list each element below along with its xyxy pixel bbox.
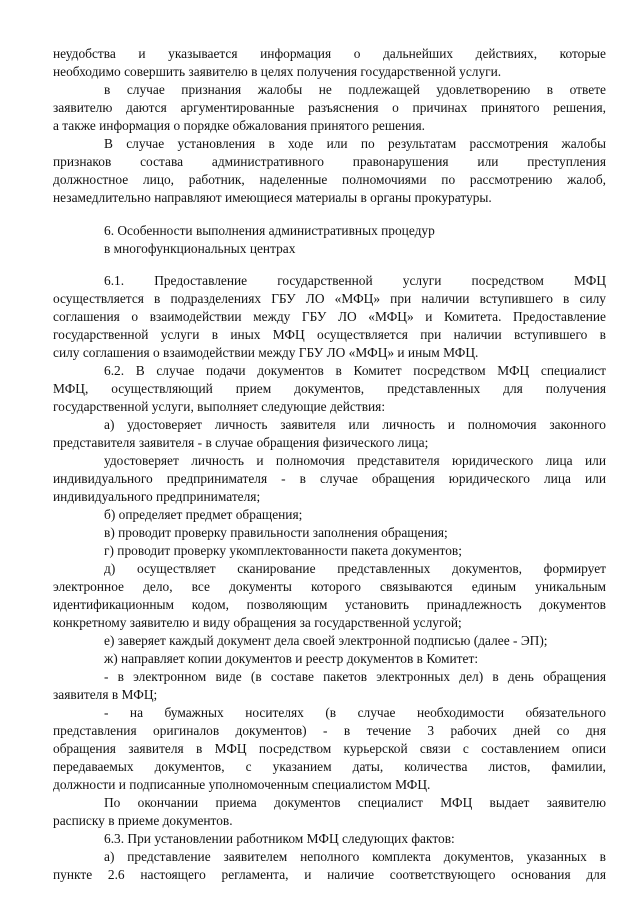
text-line: МФЦ, осуществляющий прием документов, представленных для получения: [53, 381, 606, 396]
text-line: 6.3. При установлении работником МФЦ следующих фактов:: [104, 831, 455, 846]
text-line: г) проводит проверку укомплектованности пакета документов;: [104, 543, 462, 558]
text-line: соглашения о взаимодействии между ГБУ ЛО «МФЦ» и Комитета. Предоставление: [53, 309, 606, 324]
text-line: осуществляется в подразделениях ГБУ ЛО «МФЦ» при наличии вступившего в силу: [53, 291, 606, 306]
text-line: пункте 2.6 настоящего регламента, и наличие соответствующего основания для: [53, 867, 606, 882]
text-line: б) определяет предмет обращения;: [104, 507, 303, 522]
text-line: По окончании приема документов специалист МФЦ выдает заявителю: [104, 795, 606, 810]
text-line: должностное лицо, работник, наделенные полномочиями по рассмотрению жалоб,: [53, 172, 606, 187]
text-line: - в электронном виде (в составе пакетов электронных дел) в день обращения: [104, 669, 606, 684]
text-line: государственной услуги, выполняет следующие действия:: [53, 399, 386, 414]
text-line: В случае установления в ходе или по результатам рассмотрения жалобы: [104, 136, 606, 151]
text-line: незамедлительно направляют имеющиеся материалы в органы прокуратуры.: [53, 190, 492, 205]
text-line: заявителя в МФЦ;: [53, 687, 158, 702]
text-line: идентификационным кодом, позволяющим установить принадлежность документов: [53, 597, 606, 612]
text-line: в) проводит проверку правильности заполнения обращения;: [104, 525, 448, 540]
text-line: заявителю даются аргументированные разъяснения о причинах принятого решения,: [53, 100, 606, 115]
text-line: электронное дело, все документы которого связываются единым уникальным: [53, 579, 606, 594]
text-line: д) осуществляет сканирование представленных документов, формирует: [104, 561, 606, 576]
text-line: е) заверяет каждый документ дела своей электронной подписью (далее - ЭП);: [104, 633, 548, 648]
text-line: в многофункциональных центрах: [104, 241, 296, 256]
text-line: 6.2. В случае подачи документов в Комитет посредством МФЦ специалист: [104, 363, 606, 378]
text-line: в случае признания жалобы не подлежащей удовлетворению в ответе: [104, 82, 606, 97]
text-line: должности и подписанные уполномоченным специалистом МФЦ.: [53, 777, 431, 792]
text-line: необходимо совершить заявителю в целях получения государственной услуги.: [53, 64, 502, 79]
text-line: индивидуального предпринимателя - в случае обращения юридического лица или: [53, 471, 606, 486]
text-line: а) представление заявителем неполного комплекта документов, указанных в: [104, 849, 606, 864]
text-line: ж) направляет копии документов и реестр документов в Комитет:: [104, 651, 479, 666]
text-line: удостоверяет личность и полномочия представителя юридического лица или: [104, 453, 606, 468]
text-line: неудобства и указывается информация о дальнейших действиях, которые: [53, 46, 606, 61]
text-line: - на бумажных носителях (в случае необходимости обязательного: [104, 705, 606, 720]
text-line: конкретному заявителю и виду обращения за государственной услугой;: [53, 615, 462, 630]
text-line: расписку в приеме документов.: [53, 813, 233, 828]
text-line: передаваемых документов, с указанием даты, количества листов, фамилии,: [53, 759, 606, 774]
text-line: силу соглашения о взаимодействии между ГБУ ЛО «МФЦ» и иным МФЦ.: [53, 345, 479, 360]
text-line: обращения заявителя в МФЦ посредством курьерской связи с составлением описи: [53, 741, 606, 756]
text-line: а) удостоверяет личность заявителя или личность и полномочия законного: [104, 417, 606, 432]
text-line: индивидуального предпринимателя;: [53, 489, 261, 504]
text-line: признаков состава административного правонарушения или преступления: [53, 154, 606, 169]
text-line: 6.1. Предоставление государственной услуги посредством МФЦ: [104, 273, 606, 288]
text-line: государственной услуги в иных МФЦ осуществляется при наличии вступившего в: [53, 327, 606, 342]
text-line: представления оригиналов документов) - в течение 3 рабочих дней со дня: [53, 723, 606, 738]
text-line: а также информация о порядке обжалования принятого решения.: [53, 118, 425, 133]
text-line: представителя заявителя - в случае обращения физического лица;: [53, 435, 429, 450]
text-line: 6. Особенности выполнения административных процедур: [104, 223, 435, 238]
